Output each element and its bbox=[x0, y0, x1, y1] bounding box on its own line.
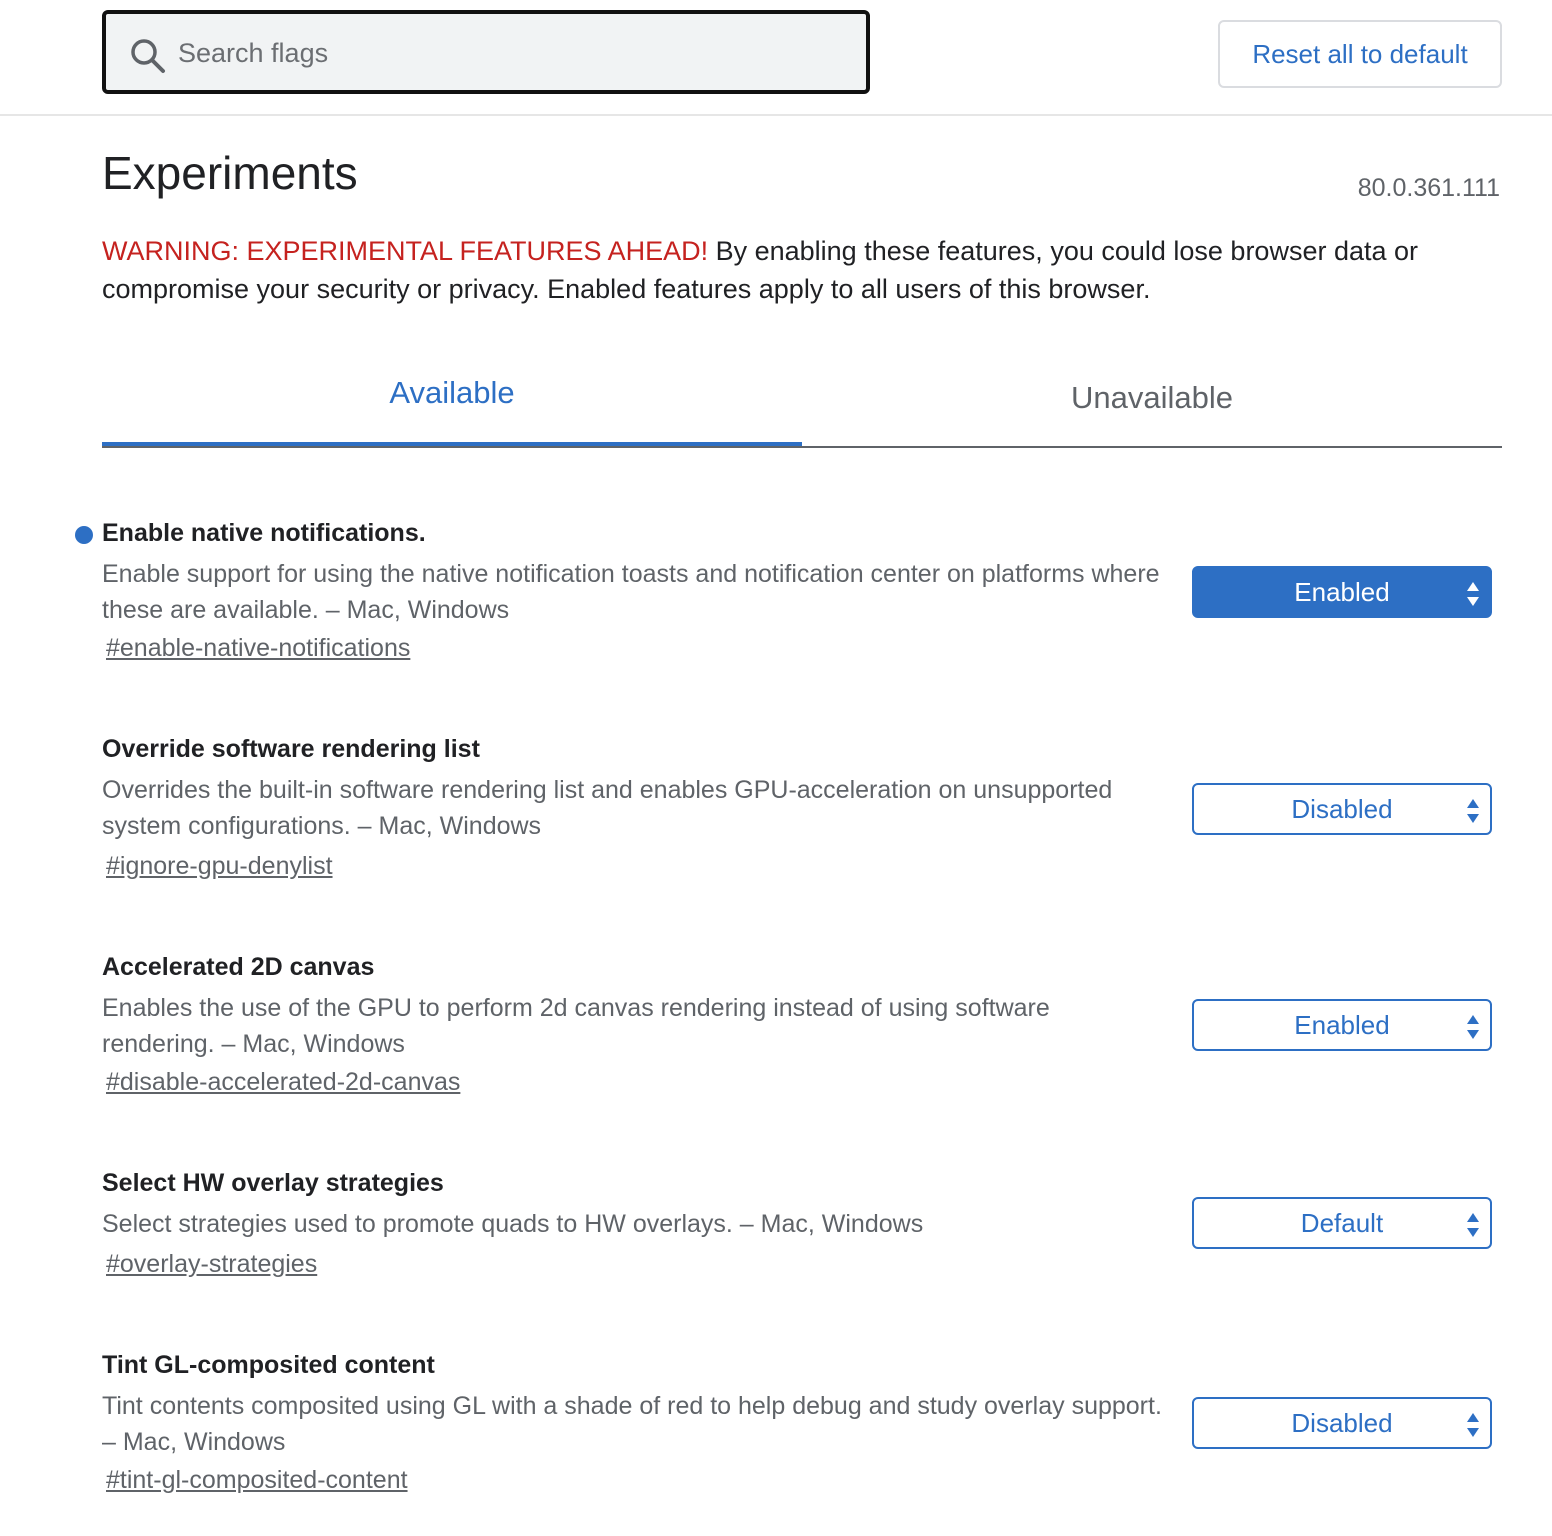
experiment-title: Override software rendering list bbox=[102, 735, 480, 763]
experiment-state-select[interactable] bbox=[1192, 566, 1492, 618]
experiment-link[interactable]: #disable-accelerated-2d-canvas bbox=[106, 1068, 461, 1096]
experiment-link[interactable]: #overlay-strategies bbox=[106, 1250, 318, 1278]
experiment-state-select[interactable] bbox=[1192, 1397, 1492, 1449]
tab-unavailable[interactable]: Unavailable bbox=[1071, 380, 1233, 415]
select-arrows-icon bbox=[1466, 1212, 1480, 1238]
page-title: Experiments bbox=[102, 147, 358, 199]
select-arrows-icon bbox=[1466, 798, 1480, 824]
header-bar bbox=[0, 0, 1552, 116]
experiment-description: Tint contents composited using GL with a shade of red to help debug and study overlay support. – Mac, Windows bbox=[102, 1392, 1162, 1456]
search-box[interactable] bbox=[102, 10, 870, 94]
tab-available[interactable]: Available bbox=[102, 350, 802, 446]
select-value: Disabled bbox=[1291, 1407, 1393, 1438]
search-icon bbox=[128, 36, 168, 76]
select-arrows-icon bbox=[1466, 581, 1480, 607]
experiment-title: Enable native notifications. bbox=[102, 519, 426, 547]
select-value: Enabled bbox=[1294, 576, 1390, 607]
experiment-title: Tint GL-composited content bbox=[102, 1351, 435, 1379]
modified-indicator-dot bbox=[75, 526, 93, 544]
select-arrows-icon bbox=[1466, 1014, 1480, 1040]
experiment-state-select[interactable] bbox=[1192, 783, 1492, 835]
experiment-link[interactable]: #ignore-gpu-denylist bbox=[106, 852, 333, 880]
select-value: Disabled bbox=[1291, 793, 1393, 824]
experiment-link[interactable]: #enable-native-notifications bbox=[106, 634, 411, 662]
select-arrows-icon bbox=[1466, 1412, 1480, 1438]
experiment-description: Enables the use of the GPU to perform 2d canvas rendering instead of using software rendering. – Mac, Windows bbox=[102, 994, 1050, 1058]
experiment-description: Enable support for using the native notification toasts and notification center on platforms where these are available. – Mac, Windows bbox=[102, 560, 1160, 624]
reset-all-button[interactable]: Reset all to default bbox=[1218, 20, 1502, 88]
warning-text: By enabling these features, you could lose browser data or compromise your security or privacy. Enabled features apply to all users of this browser. bbox=[102, 236, 1419, 304]
select-value: Default bbox=[1300, 1207, 1384, 1238]
experiment-description: Overrides the built-in software rendering list and enables GPU-acceleration on unsupported system configurations. – Mac, Windows bbox=[102, 776, 1113, 840]
search-input[interactable] bbox=[178, 28, 838, 78]
select-value: Enabled bbox=[1294, 1009, 1390, 1040]
warning-message bbox=[102, 232, 1462, 308]
experiment-title: Accelerated 2D canvas bbox=[102, 953, 375, 981]
experiment-title: Select HW overlay strategies bbox=[102, 1169, 444, 1197]
experiment-link[interactable]: #tint-gl-composited-content bbox=[106, 1466, 408, 1494]
experiment-description: Select strategies used to promote quads to HW overlays. – Mac, Windows bbox=[102, 1210, 924, 1238]
experiment-state-select[interactable] bbox=[1192, 999, 1492, 1051]
version-label: 80.0.361.111 bbox=[1357, 174, 1500, 202]
experiment-state-select[interactable] bbox=[1192, 1197, 1492, 1249]
tab-bar bbox=[102, 350, 1502, 448]
warning-label: WARNING: EXPERIMENTAL FEATURES AHEAD! bbox=[102, 236, 709, 266]
